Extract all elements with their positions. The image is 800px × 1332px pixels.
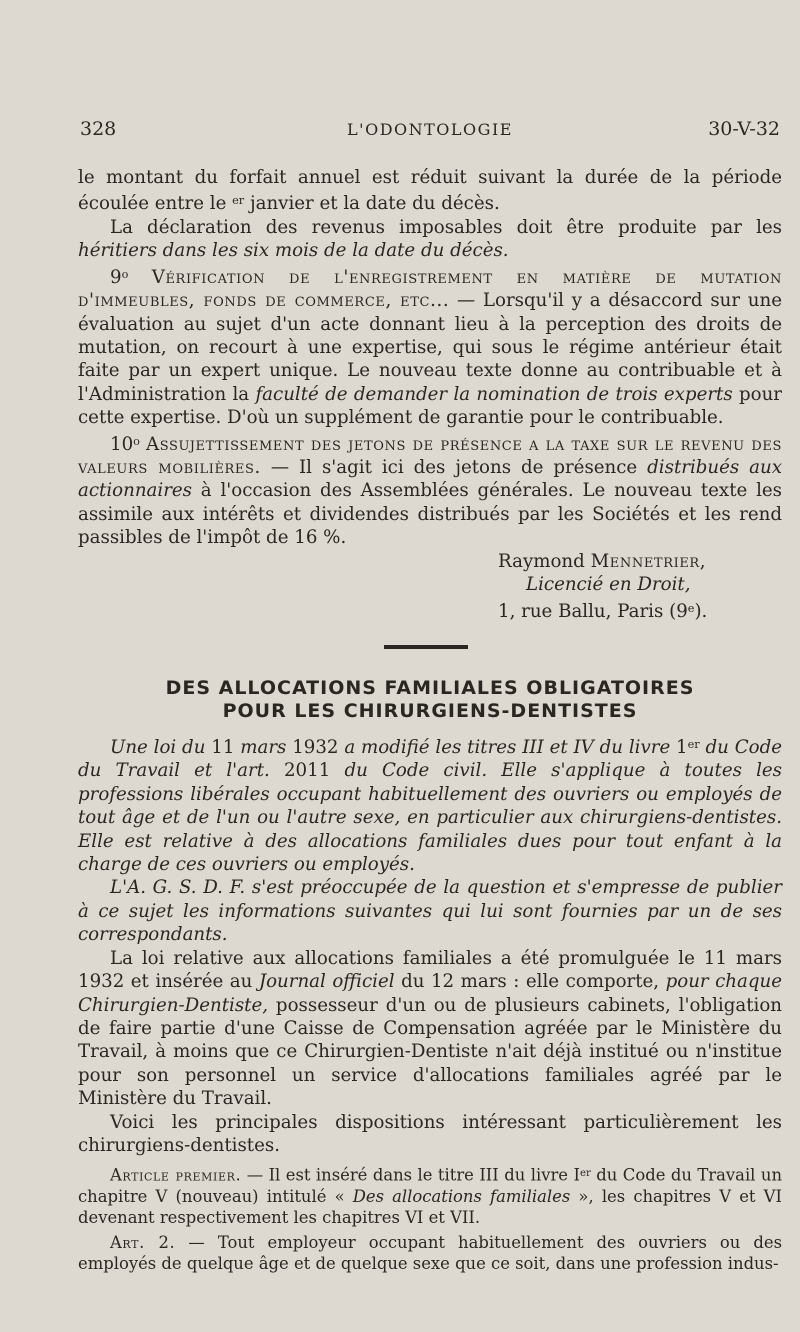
author-name: Raymond Mennetrier, bbox=[498, 550, 707, 572]
running-header bbox=[80, 118, 780, 142]
journal-title: L'ODONTOLOGIE bbox=[347, 120, 513, 139]
author-address: 1, rue Ballu, Paris (9e). bbox=[498, 600, 708, 622]
page-number: 328 bbox=[80, 118, 117, 140]
paragraph: le montant du forfait annuel est réduit suivant la durée de la période écoulée entre le $^{er}$ janvier et la date du décès. bbox=[78, 167, 782, 215]
signature-block bbox=[498, 550, 782, 623]
issue-date: 30-V-32 bbox=[708, 118, 780, 140]
article-2: Art. 2. — Tout employeur occupant habituellement des ouvriers ou des employés de quelque âge et de quelque sexe que ce soit, dans une profession indus- bbox=[78, 1232, 782, 1273]
section-10: 10$^o$ Assujettissement des jetons de présence a la taxe sur le revenu des valeurs mobilières. — Il s'agit ici des jetons de présence distribués aux actionnaires à l'occasion des Assemblées générales. Le nouveau texte les assimile aux intérêts et dividendes distribués par les Sociétés et les rend passibles de l'impôt de 16 %. bbox=[78, 433, 782, 549]
paragraph: La déclaration des revenus imposables doit être produite par les héritiers dans les six mois de la date du décès. bbox=[78, 216, 782, 262]
article-heading: DES ALLOCATIONS FAMILIALES OBLIGATOIRES POUR LES CHIRURGIENS-DENTISTES bbox=[165, 676, 695, 722]
section-9-title: Vérification de l'enregistrement en matière de mutation d'immeubles, fonds de commerce, etc... bbox=[78, 266, 782, 312]
section-divider bbox=[384, 645, 468, 649]
paragraph: Voici les principales dispositions intéressant particulièrement les chirurgiens-dentistes. bbox=[78, 1111, 782, 1156]
page-body bbox=[78, 166, 782, 1274]
article-intro: Une loi du 11 mars 1932 a modifié les titres III et IV du livre 1er du Code du Travail et l'art. 2011 du Code civil. Elle s'applique à toutes les professions libérales occupant habituellement des ouvriers ou employés de tout âge et de l'un ou l'autre sexe, en particulier aux chirurgiens-dentistes. Elle est relative à des allocations familiales dues pour tout enfant à la charge de ces ouvriers ou employés. bbox=[78, 737, 782, 876]
paragraph: L'A. G. S. D. F. s'est préoccupée de la question et s'empresse de publier à ce sujet les informations suivantes qui lui sont fournies par un de ses correspondants. bbox=[78, 877, 782, 946]
article-1: Article premier. — Il est inséré dans le titre III du livre Ier du Code du Travail un chapitre V (nouveau) intitulé « Des allocations familiales », les chapitres V et VI devenant respectivement les chapitres VI et VII. bbox=[78, 1165, 782, 1227]
section-9: 9$^o$ Vérification de l'enregistrement en matière de mutation d'immeubles, fonds de commerce, etc... — Lorsqu'il y a désaccord sur une évaluation au sujet d'un acte donnant lieu à la perception des droits de mutation, on recourt à une expertise, qui sous le régime antérieur était faite par un expert unique. Le nouveau texte donne au contribuable et à l'Administration la faculté de demander la nomination de trois experts pour cette expertise. D'où un supplément de garantie pour le contribuable. bbox=[78, 266, 782, 429]
author-title: Licencié en Droit, bbox=[526, 574, 691, 596]
paragraph: La loi relative aux allocations familiales a été promulguée le 11 mars 1932 et insérée au Journal officiel du 12 mars : elle comporte, pour chaque Chirurgien-Dentiste, possesseur d'un ou de plusieurs cabinets, l'obligation de faire partie d'une Caisse de Compensation agréée par le Ministère du Travail, à moins que ce Chirurgien-Dentiste n'ait déjà institué ou n'institue pour son personnel un service d'allocations familiales agréé par le Ministère du Travail. bbox=[78, 947, 782, 1110]
section-10-title: Assujettissement des jetons de présence a la taxe sur le revenu des valeurs mobilières. bbox=[78, 433, 782, 479]
